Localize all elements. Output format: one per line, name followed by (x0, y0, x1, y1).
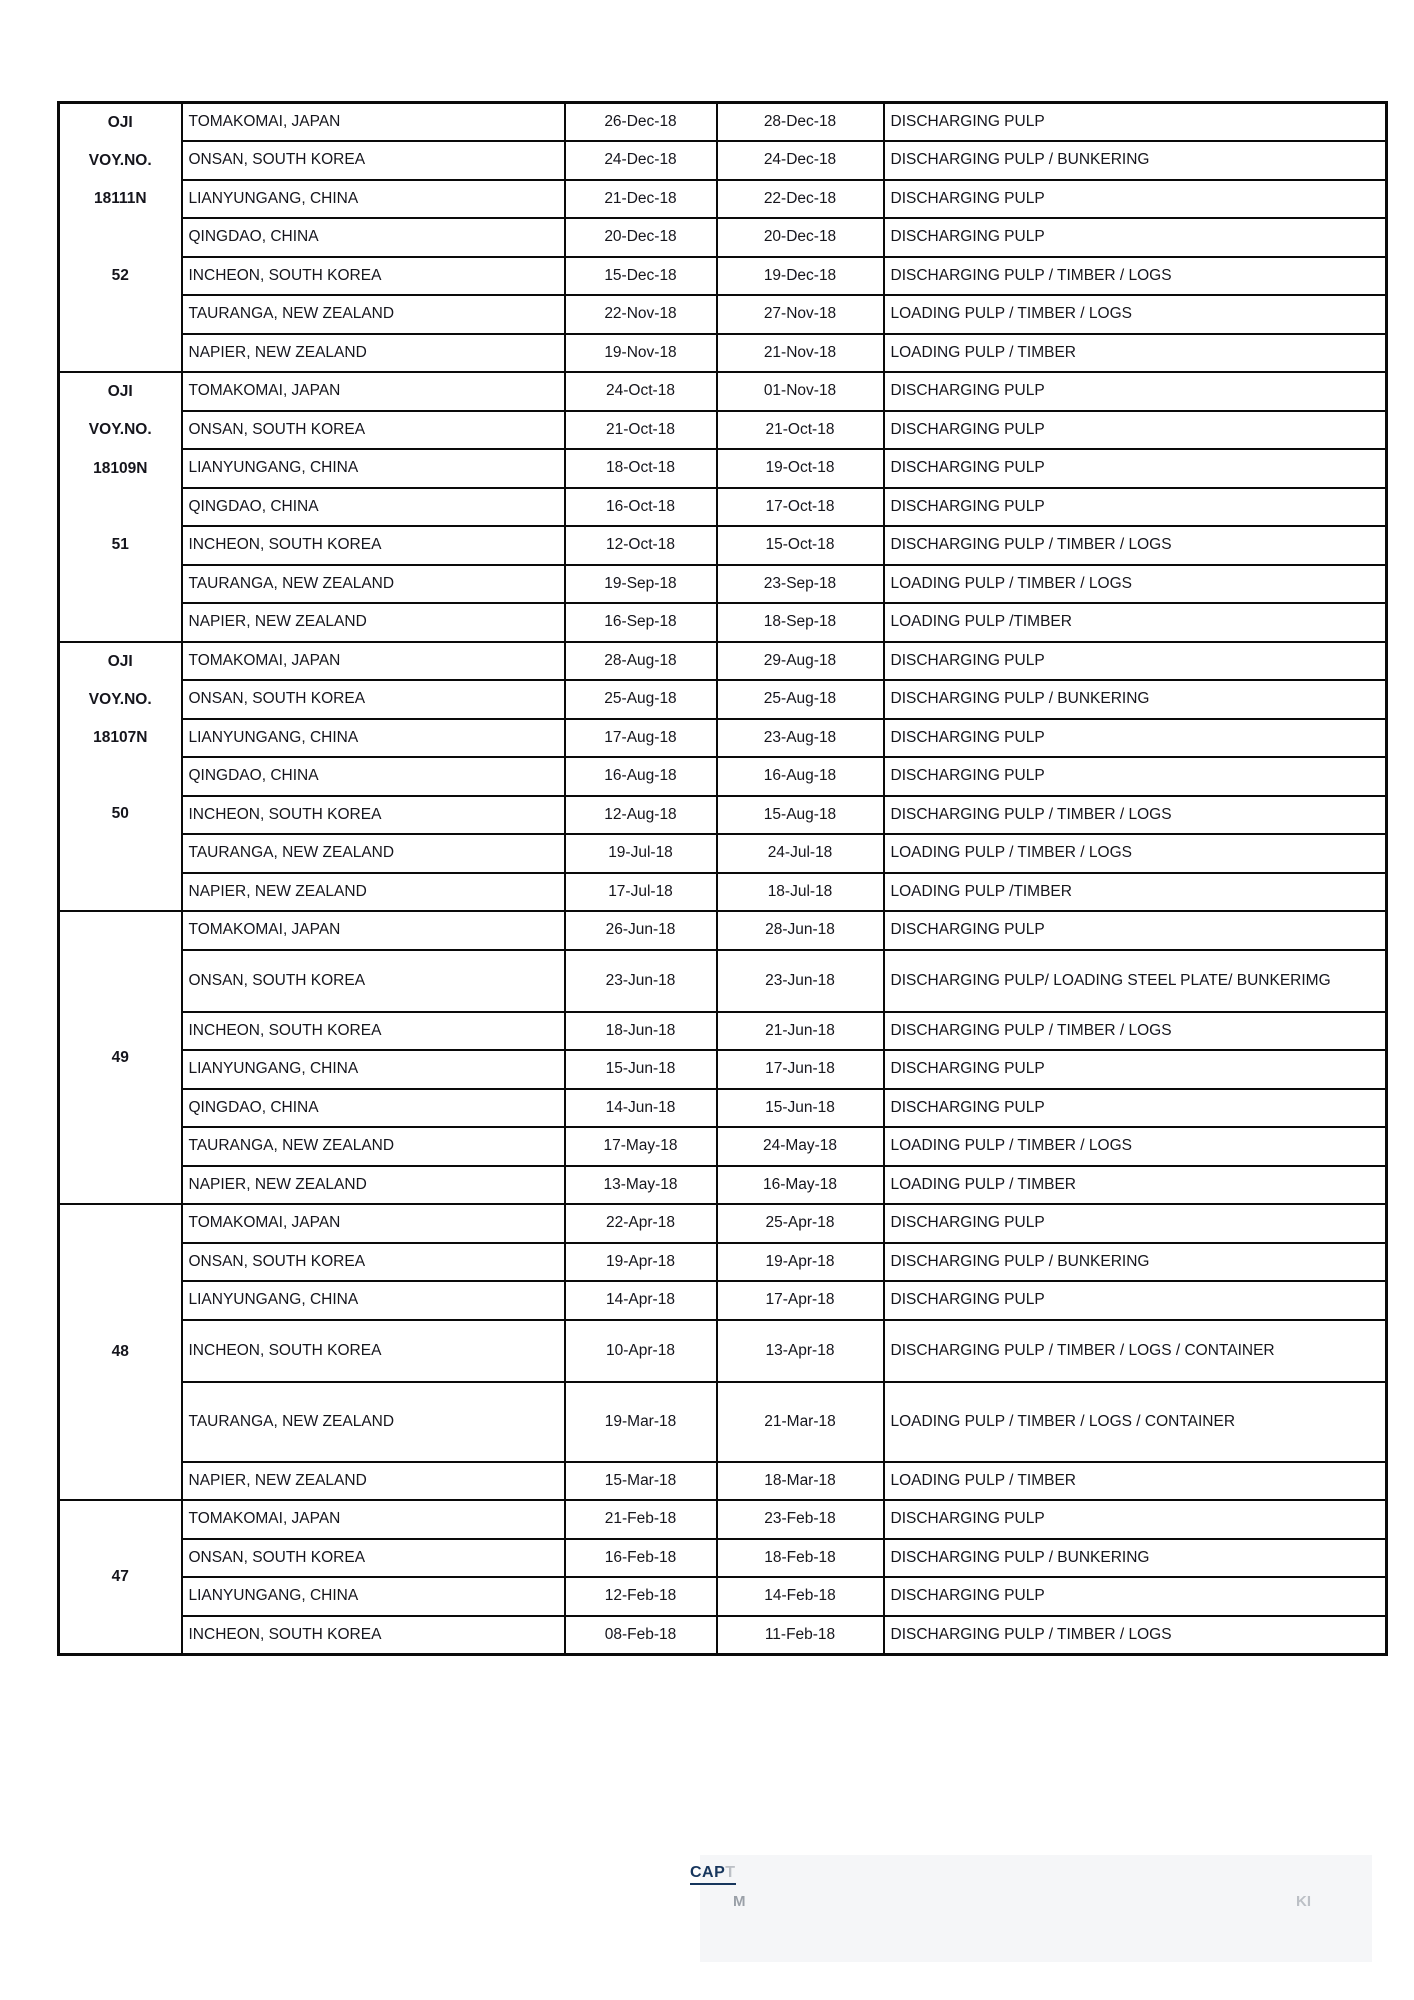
activity-cell: LOADING PULP / TIMBER / LOGS (884, 295, 1387, 334)
table-row (59, 1243, 1387, 1282)
port-cell: TOMAKOMAI, JAPAN (182, 372, 565, 411)
activity-cell: DISCHARGING PULP / TIMBER / LOGS / CONTAINER (884, 1320, 1387, 1382)
table-row (59, 218, 1387, 257)
activity-cell: LOADING PULP /TIMBER (884, 873, 1387, 912)
arrival-date-cell: 14-Jun-18 (565, 1089, 717, 1128)
port-cell: TAURANGA, NEW ZEALAND (182, 834, 565, 873)
table-row (59, 1500, 1387, 1539)
table-row (59, 719, 1387, 758)
departure-date-cell: 18-Mar-18 (717, 1462, 884, 1501)
departure-date-cell: 18-Jul-18 (717, 873, 884, 912)
arrival-date-cell: 16-Sep-18 (565, 603, 717, 642)
port-cell: ONSAN, SOUTH KOREA (182, 680, 565, 719)
port-cell: ONSAN, SOUTH KOREA (182, 950, 565, 1012)
departure-date-cell: 19-Dec-18 (717, 257, 884, 296)
activity-cell: DISCHARGING PULP (884, 449, 1387, 488)
arrival-date-cell: 28-Aug-18 (565, 642, 717, 681)
departure-date-cell: 28-Dec-18 (717, 103, 884, 142)
arrival-date-cell: 24-Oct-18 (565, 372, 717, 411)
activity-cell: DISCHARGING PULP/ LOADING STEEL PLATE/ BUNKERIMG (884, 950, 1387, 1012)
arrival-date-cell: 19-Mar-18 (565, 1382, 717, 1462)
table-row (59, 1281, 1387, 1320)
port-cell: TOMAKOMAI, JAPAN (182, 103, 565, 142)
departure-date-cell: 01-Nov-18 (717, 372, 884, 411)
departure-date-cell: 25-Apr-18 (717, 1204, 884, 1243)
departure-date-cell: 27-Nov-18 (717, 295, 884, 334)
arrival-date-cell: 15-Dec-18 (565, 257, 717, 296)
signature-faded-text-left: M (733, 1893, 746, 1910)
activity-cell: LOADING PULP / TIMBER (884, 1462, 1387, 1501)
arrival-date-cell: 17-May-18 (565, 1127, 717, 1166)
port-cell: NAPIER, NEW ZEALAND (182, 603, 565, 642)
table-row (59, 372, 1387, 411)
table-row (59, 1204, 1387, 1243)
arrival-date-cell: 19-Apr-18 (565, 1243, 717, 1282)
table-row (59, 1012, 1387, 1051)
arrival-date-cell: 08-Feb-18 (565, 1616, 717, 1655)
departure-date-cell: 11-Feb-18 (717, 1616, 884, 1655)
table-row (59, 950, 1387, 1012)
voyage-cell (59, 642, 182, 912)
arrival-date-cell: 24-Dec-18 (565, 141, 717, 180)
port-cell: TOMAKOMAI, JAPAN (182, 911, 565, 950)
departure-date-cell: 23-Feb-18 (717, 1500, 884, 1539)
voyage-label-line: VOY.NO. (88, 152, 152, 170)
voyage-label-line: OJI (107, 652, 133, 670)
activity-cell: DISCHARGING PULP (884, 1089, 1387, 1128)
arrival-date-cell: 12-Oct-18 (565, 526, 717, 565)
arrival-date-cell: 19-Sep-18 (565, 565, 717, 604)
voyage-schedule-body (59, 103, 1387, 1655)
table-row (59, 295, 1387, 334)
activity-cell: DISCHARGING PULP / BUNKERING (884, 1539, 1387, 1578)
activity-cell: DISCHARGING PULP (884, 642, 1387, 681)
port-cell: LIANYUNGANG, CHINA (182, 1050, 565, 1089)
table-row (59, 603, 1387, 642)
arrival-date-cell: 18-Oct-18 (565, 449, 717, 488)
port-cell: TAURANGA, NEW ZEALAND (182, 1127, 565, 1166)
departure-date-cell: 21-Mar-18 (717, 1382, 884, 1462)
departure-date-cell: 24-Dec-18 (717, 141, 884, 180)
table-row (59, 796, 1387, 835)
arrival-date-cell: 12-Feb-18 (565, 1577, 717, 1616)
table-row (59, 103, 1387, 142)
departure-date-cell: 29-Aug-18 (717, 642, 884, 681)
voyage-label-line: VOY.NO. (88, 690, 152, 708)
table-row (59, 141, 1387, 180)
table-row (59, 1050, 1387, 1089)
departure-date-cell: 24-May-18 (717, 1127, 884, 1166)
activity-cell: DISCHARGING PULP (884, 1500, 1387, 1539)
departure-date-cell: 22-Dec-18 (717, 180, 884, 219)
table-row (59, 1462, 1387, 1501)
departure-date-cell: 23-Sep-18 (717, 565, 884, 604)
table-row (59, 257, 1387, 296)
departure-date-cell: 17-Apr-18 (717, 1281, 884, 1320)
departure-date-cell: 21-Nov-18 (717, 334, 884, 373)
port-cell: NAPIER, NEW ZEALAND (182, 334, 565, 373)
table-row (59, 1320, 1387, 1382)
table-row (59, 1166, 1387, 1205)
port-cell: INCHEON, SOUTH KOREA (182, 796, 565, 835)
departure-date-cell: 15-Jun-18 (717, 1089, 884, 1128)
activity-cell: DISCHARGING PULP (884, 1050, 1387, 1089)
table-row (59, 1382, 1387, 1462)
table-row (59, 488, 1387, 527)
port-cell: NAPIER, NEW ZEALAND (182, 1166, 565, 1205)
voyage-label-line: 18109N (93, 459, 148, 477)
activity-cell: LOADING PULP / TIMBER / LOGS (884, 1127, 1387, 1166)
departure-date-cell: 28-Jun-18 (717, 911, 884, 950)
arrival-date-cell: 21-Oct-18 (565, 411, 717, 450)
departure-date-cell: 19-Oct-18 (717, 449, 884, 488)
activity-cell: DISCHARGING PULP (884, 911, 1387, 950)
port-cell: LIANYUNGANG, CHINA (182, 1281, 565, 1320)
port-cell: QINGDAO, CHINA (182, 757, 565, 796)
arrival-date-cell: 17-Aug-18 (565, 719, 717, 758)
departure-date-cell: 13-Apr-18 (717, 1320, 884, 1382)
table-row (59, 642, 1387, 681)
voyage-label-line: OJI (107, 383, 133, 401)
departure-date-cell: 15-Oct-18 (717, 526, 884, 565)
port-cell: ONSAN, SOUTH KOREA (182, 1539, 565, 1578)
voyage-label-line: 18107N (93, 729, 148, 747)
departure-date-cell: 21-Jun-18 (717, 1012, 884, 1051)
table-row (59, 1089, 1387, 1128)
arrival-date-cell: 16-Feb-18 (565, 1539, 717, 1578)
departure-date-cell: 24-Jul-18 (717, 834, 884, 873)
table-row (59, 180, 1387, 219)
departure-date-cell: 23-Aug-18 (717, 719, 884, 758)
arrival-date-cell: 23-Jun-18 (565, 950, 717, 1012)
activity-cell: DISCHARGING PULP (884, 103, 1387, 142)
table-row (59, 757, 1387, 796)
arrival-date-cell: 19-Jul-18 (565, 834, 717, 873)
arrival-date-cell: 16-Oct-18 (565, 488, 717, 527)
port-cell: INCHEON, SOUTH KOREA (182, 1616, 565, 1655)
activity-cell: DISCHARGING PULP / TIMBER / LOGS (884, 1012, 1387, 1051)
arrival-date-cell: 22-Nov-18 (565, 295, 717, 334)
port-cell: LIANYUNGANG, CHINA (182, 449, 565, 488)
activity-cell: DISCHARGING PULP (884, 372, 1387, 411)
arrival-date-cell: 16-Aug-18 (565, 757, 717, 796)
voyage-label-line: 18111N (93, 190, 147, 208)
table-row (59, 449, 1387, 488)
port-cell: TOMAKOMAI, JAPAN (182, 1500, 565, 1539)
departure-date-cell: 17-Oct-18 (717, 488, 884, 527)
departure-date-cell: 17-Jun-18 (717, 1050, 884, 1089)
activity-cell: DISCHARGING PULP / TIMBER / LOGS (884, 796, 1387, 835)
departure-date-cell: 23-Jun-18 (717, 950, 884, 1012)
activity-cell: DISCHARGING PULP (884, 411, 1387, 450)
table-row (59, 1127, 1387, 1166)
activity-cell: DISCHARGING PULP / TIMBER / LOGS (884, 257, 1387, 296)
table-row (59, 411, 1387, 450)
signature-faded-text-right: KI (1296, 1893, 1311, 1910)
port-cell: TAURANGA, NEW ZEALAND (182, 295, 565, 334)
port-cell: INCHEON, SOUTH KOREA (182, 526, 565, 565)
arrival-date-cell: 26-Jun-18 (565, 911, 717, 950)
port-cell: LIANYUNGANG, CHINA (182, 180, 565, 219)
table-row (59, 565, 1387, 604)
activity-cell: LOADING PULP / TIMBER (884, 1166, 1387, 1205)
voyage-label-line: VOY.NO. (88, 421, 152, 439)
voyage-label-line: OJI (107, 114, 133, 132)
captain-signature-label-faded: T (725, 1864, 736, 1881)
activity-cell: DISCHARGING PULP (884, 1577, 1387, 1616)
activity-cell: DISCHARGING PULP (884, 757, 1387, 796)
voyage-cell: 47 (59, 1500, 182, 1654)
activity-cell: LOADING PULP / TIMBER / LOGS (884, 834, 1387, 873)
activity-cell: DISCHARGING PULP (884, 1204, 1387, 1243)
voyage-cell (59, 103, 182, 373)
arrival-date-cell: 15-Mar-18 (565, 1462, 717, 1501)
departure-date-cell: 14-Feb-18 (717, 1577, 884, 1616)
arrival-date-cell: 26-Dec-18 (565, 103, 717, 142)
departure-date-cell: 25-Aug-18 (717, 680, 884, 719)
departure-date-cell: 15-Aug-18 (717, 796, 884, 835)
port-cell: INCHEON, SOUTH KOREA (182, 1012, 565, 1051)
port-cell: NAPIER, NEW ZEALAND (182, 873, 565, 912)
port-cell: QINGDAO, CHINA (182, 1089, 565, 1128)
activity-cell: DISCHARGING PULP / TIMBER / LOGS (884, 526, 1387, 565)
port-cell: INCHEON, SOUTH KOREA (182, 1320, 565, 1382)
activity-cell: DISCHARGING PULP (884, 180, 1387, 219)
table-row (59, 873, 1387, 912)
activity-cell: LOADING PULP /TIMBER (884, 603, 1387, 642)
table-row (59, 1577, 1387, 1616)
arrival-date-cell: 14-Apr-18 (565, 1281, 717, 1320)
activity-cell: LOADING PULP / TIMBER / LOGS (884, 565, 1387, 604)
arrival-date-cell: 21-Dec-18 (565, 180, 717, 219)
activity-cell: DISCHARGING PULP / BUNKERING (884, 141, 1387, 180)
port-cell: TOMAKOMAI, JAPAN (182, 1204, 565, 1243)
port-cell: TAURANGA, NEW ZEALAND (182, 1382, 565, 1462)
activity-cell: LOADING PULP / TIMBER / LOGS / CONTAINER (884, 1382, 1387, 1462)
voyage-cell: 48 (59, 1204, 182, 1500)
captain-signature-label-dark: CAP (690, 1864, 726, 1881)
activity-cell: DISCHARGING PULP (884, 488, 1387, 527)
redaction-box (700, 1855, 1372, 1962)
activity-cell: DISCHARGING PULP / BUNKERING (884, 1243, 1387, 1282)
arrival-date-cell: 13-May-18 (565, 1166, 717, 1205)
voyage-cell (59, 372, 182, 642)
activity-cell: DISCHARGING PULP / BUNKERING (884, 680, 1387, 719)
port-cell: QINGDAO, CHINA (182, 218, 565, 257)
departure-date-cell: 19-Apr-18 (717, 1243, 884, 1282)
departure-date-cell: 16-Aug-18 (717, 757, 884, 796)
arrival-date-cell: 17-Jul-18 (565, 873, 717, 912)
arrival-date-cell: 10-Apr-18 (565, 1320, 717, 1382)
table-row (59, 334, 1387, 373)
table-row (59, 834, 1387, 873)
table-row (59, 911, 1387, 950)
arrival-date-cell: 18-Jun-18 (565, 1012, 717, 1051)
arrival-date-cell: 19-Nov-18 (565, 334, 717, 373)
voyage-schedule-table (57, 101, 1388, 1656)
table-row (59, 526, 1387, 565)
arrival-date-cell: 15-Jun-18 (565, 1050, 717, 1089)
departure-date-cell: 16-May-18 (717, 1166, 884, 1205)
port-cell: ONSAN, SOUTH KOREA (182, 411, 565, 450)
port-cell: LIANYUNGANG, CHINA (182, 1577, 565, 1616)
port-cell: TOMAKOMAI, JAPAN (182, 642, 565, 681)
arrival-date-cell: 12-Aug-18 (565, 796, 717, 835)
arrival-date-cell: 22-Apr-18 (565, 1204, 717, 1243)
table-row (59, 680, 1387, 719)
departure-date-cell: 20-Dec-18 (717, 218, 884, 257)
activity-cell: LOADING PULP / TIMBER (884, 334, 1387, 373)
port-cell: QINGDAO, CHINA (182, 488, 565, 527)
voyage-cell: 49 (59, 911, 182, 1204)
port-cell: INCHEON, SOUTH KOREA (182, 257, 565, 296)
departure-date-cell: 18-Sep-18 (717, 603, 884, 642)
departure-date-cell: 18-Feb-18 (717, 1539, 884, 1578)
port-cell: LIANYUNGANG, CHINA (182, 719, 565, 758)
arrival-date-cell: 21-Feb-18 (565, 1500, 717, 1539)
table-row (59, 1616, 1387, 1655)
arrival-date-cell: 25-Aug-18 (565, 680, 717, 719)
voyage-label-line: 51 (111, 535, 129, 553)
captain-signature-label (690, 1864, 736, 1885)
voyage-label-line: 50 (111, 805, 129, 823)
port-cell: ONSAN, SOUTH KOREA (182, 141, 565, 180)
activity-cell: DISCHARGING PULP (884, 218, 1387, 257)
departure-date-cell: 21-Oct-18 (717, 411, 884, 450)
activity-cell: DISCHARGING PULP / TIMBER / LOGS (884, 1616, 1387, 1655)
voyage-label-line: 52 (111, 266, 129, 284)
activity-cell: DISCHARGING PULP (884, 719, 1387, 758)
activity-cell: DISCHARGING PULP (884, 1281, 1387, 1320)
port-cell: NAPIER, NEW ZEALAND (182, 1462, 565, 1501)
arrival-date-cell: 20-Dec-18 (565, 218, 717, 257)
port-cell: TAURANGA, NEW ZEALAND (182, 565, 565, 604)
port-cell: ONSAN, SOUTH KOREA (182, 1243, 565, 1282)
table-row (59, 1539, 1387, 1578)
